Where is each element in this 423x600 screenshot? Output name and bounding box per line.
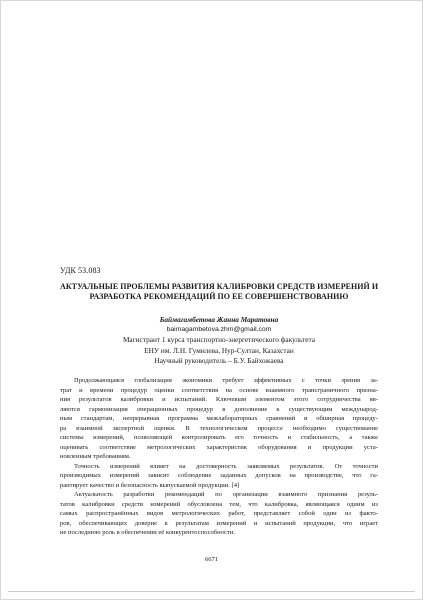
article-body <box>60 376 378 538</box>
body-line: ным стандартам, непрерывная программа межлабораторных сравнений и обширная процеду- <box>60 415 378 422</box>
body-line: трат и времени процедур оценки соответствия на основе взаимного трансграничного призна- <box>60 386 378 394</box>
paper-title <box>60 282 378 302</box>
body-line: ния результатов калибровки и испытаний. Ключевым элементом этого сотрудничества яв- <box>60 396 378 403</box>
page-number: 6671 <box>204 556 219 563</box>
body-line: ляются гармонизация операционных процедур в дополнение к существующим международ- <box>60 405 378 413</box>
body-line: Актуальность разработки рекомендаций по организации взаимного признания резуль- <box>74 491 378 498</box>
supervisor: Научный руководитель – Б.У. Байхожаева <box>154 355 284 365</box>
body-line: не последнюю роль в обеспечении её конкурентоспособности. <box>60 529 235 536</box>
body-line: Точность измерений влияет на достоверность заявляемых результатов. От точности <box>74 462 378 470</box>
author-affiliation: ЕНУ им. Л.Н. Гумилева, Нур-Султан, Казахстан <box>144 345 294 355</box>
body-line: самых распространённых видов метрологических работ, представляет собой один из факто- <box>60 510 378 517</box>
author-name: Баймагамбетова Жанна Маратовна <box>159 315 279 324</box>
body-line: системы измерений, позволяющей контролировать его точность и стабильность, а также <box>60 434 378 441</box>
body-line: рантирует качество и безопасность выпускаемой продукции. [4] <box>60 481 240 489</box>
paper-title-line: РАЗРАБОТКА РЕКОМЕНДАЦИЙ ПО ЕЕ СОВЕРШЕНСТВОВАНИЮ <box>89 292 349 301</box>
paper-title-line: АКТУАЛЬНЫЕ ПРОБЛЕМЫ РАЗВИТИЯ КАЛИБРОВКИ СРЕДСТВ ИЗМЕРЕНИЙ И <box>60 282 379 291</box>
body-line: Продолжающаяся глобализация экономики требует эффективных с точки зрения за- <box>74 377 378 384</box>
author-affiliation: Магистрант 1 курса транспортно-энергетического факультета <box>122 335 316 345</box>
udc-code: УДК 53.083 <box>60 266 101 275</box>
author-email[interactable]: baimagambetova.zhm@gmail.com <box>166 326 272 334</box>
body-line: татов калибровки средств измерений обусловлена тем, что калибровка, являющаяся одним из <box>60 500 378 508</box>
body-line: производимых измерений зависит соблюдение заданных допусков на производстве, что га- <box>60 472 378 479</box>
body-line: ра взаимной экспертной оценки. В технологическом процессе необходимо существование <box>60 424 378 432</box>
body-line: ров, обеспечивающих доверие к результатам измерений и испытаний продукции, что играет <box>60 519 378 527</box>
author-block <box>60 315 378 366</box>
body-line: новленным требованиям. <box>60 453 131 460</box>
body-line: оценивать соответствие метрологических характеристик оборудования и продукции уста- <box>60 443 378 451</box>
